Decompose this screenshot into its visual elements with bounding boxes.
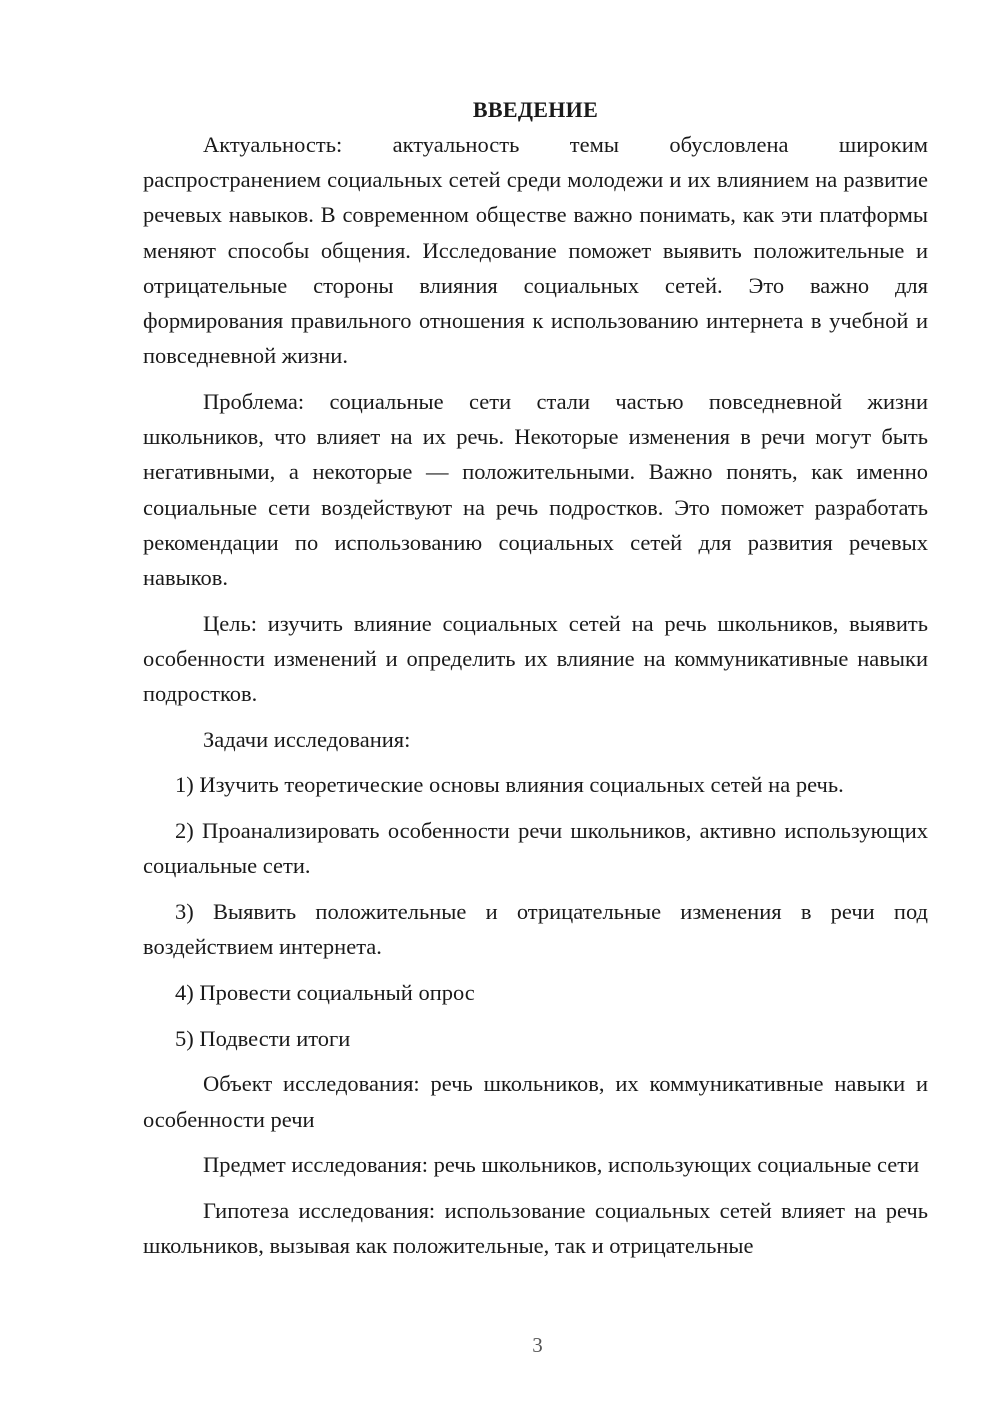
paragraph-hypothesis: Гипотеза исследования: использование социальных сетей влияет на речь школьников, вызывая как положительные, так и отрицательные (143, 1197, 928, 1259)
paragraph-subject: Предмет исследования: речь школьников, использующих социальные сети (203, 1152, 920, 1178)
page-number: 3 (532, 1333, 543, 1357)
task-item: 1) Изучить теоретические основы влияния социальных сетей на речь. (175, 772, 844, 798)
paragraph-goal: Цель: изучить влияние социальных сетей на речь школьников, выявить особенности изменений и определить их влияние на коммуникативные навыки подростков. (143, 610, 928, 707)
task-item: 2) Проанализировать особенности речи школьников, активно использующих социальные сети. (143, 818, 928, 879)
task-item: 5) Подвести итоги (175, 1025, 351, 1051)
page-title: ВВЕДЕНИЕ (472, 97, 599, 122)
document-page (143, 92, 928, 1274)
task-item: 4) Провести социальный опрос (175, 979, 475, 1005)
paragraph-tasks-heading: Задачи исследования: (203, 726, 411, 752)
paragraph-object: Объект исследования: речь школьников, их коммуникативные навыки и особенности речи (143, 1071, 928, 1132)
paragraph-problem: Проблема: социальные сети стали частью повседневной жизни школьников, что влияет на их речь. Некоторые изменения в речи могут быть негативными, а некоторые — положительными. Важно понять, как именно социальные сети воздействуют на речь подростков. Это поможет разработать рекомендации по использованию социальных сетей для развития речевых навыков. (143, 388, 928, 590)
paragraph-relevance: Актуальность: актуальность темы обусловлена широким распространением социальных сетей среди молодежи и их влиянием на развитие речевых навыков. В современном обществе важно понимать, как эти платформы меняют способы общения. Исследование поможет выявить положительные и отрицательные стороны влияния социальных сетей. Это важно для формирования правильного отношения к использованию интернета в учебной и повседневной жизни. (143, 132, 928, 369)
task-item: 3) Выявить положительные и отрицательные изменения в речи под воздействием интернета. (143, 899, 928, 960)
